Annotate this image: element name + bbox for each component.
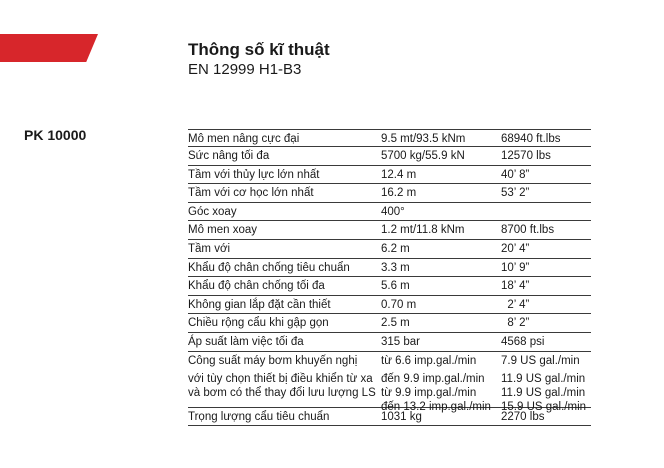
pump-metric-line: đến 9.9 imp.gal./min (381, 372, 485, 385)
spec-imperial: 53’ 2” (501, 187, 530, 200)
spec-metric: 6.2 m (381, 242, 410, 255)
table-row (188, 314, 591, 333)
spec-imperial: 40’ 8” (501, 168, 530, 181)
pump-metric-line: đến 13.2 imp.gal./min (381, 400, 491, 413)
spec-label: Mô men nâng cực đại (188, 133, 300, 145)
spec-label: Tầm với (188, 242, 231, 255)
pump-label-line: với tùy chọn thiết bị điều khiển từ xa (188, 372, 373, 385)
table-row (188, 166, 591, 185)
spec-imperial: 4568 psi (501, 335, 545, 348)
table-row-pump (188, 352, 591, 413)
pump-imperial (501, 354, 586, 414)
pump-metric-line: từ 6.6 imp.gal./min (381, 354, 477, 367)
pump-metric (381, 354, 491, 414)
spec-metric: 1031 kg (381, 410, 422, 423)
spec-label: Sức nâng tối đa (188, 150, 270, 162)
spec-imperial: 10’ 9” (501, 261, 530, 274)
table-row (188, 221, 591, 240)
table-row (188, 333, 591, 352)
spec-label: Tầm với thủy lực lớn nhất (188, 168, 320, 181)
pump-imperial-line: 15.9 US gal./min (501, 400, 587, 413)
standard-subtitle: EN 12999 H1-B3 (188, 61, 302, 78)
spec-label: Góc xoay (188, 205, 237, 218)
table-row (188, 184, 591, 203)
table-row (188, 147, 591, 166)
spec-metric: 400° (381, 205, 405, 218)
spec-label: Không gian lắp đặt cần thiết (188, 298, 331, 311)
spec-label: Khẩu độ chân chống tiêu chuẩn (188, 261, 350, 274)
spec-metric: 3.3 m (381, 261, 410, 274)
pump-imperial-line: 11.9 US gal./min (501, 372, 586, 385)
pump-imperial-line: 7.9 US gal./min (501, 354, 580, 367)
spec-imperial: 18’ 4” (501, 280, 530, 293)
spec-metric: 5700 kg/55.9 kN (381, 150, 465, 162)
page-title: Thông số kĩ thuật (188, 40, 330, 59)
spec-imperial: 20’ 4” (501, 242, 530, 255)
spec-label: Áp suất làm việc tối đa (188, 335, 304, 348)
spec-table (188, 129, 591, 426)
spec-metric: 315 bar (381, 335, 421, 348)
spec-metric: 12.4 m (381, 168, 417, 181)
table-row (188, 296, 591, 315)
table-row (188, 129, 591, 147)
pump-label-line: và bơm có thể thay đổi lưu lượng LS (188, 386, 376, 399)
spec-imperial: 12570 lbs (501, 150, 551, 162)
spec-label: Mô men xoay (188, 224, 258, 237)
model-name: PK 10000 (24, 127, 87, 143)
table-row (188, 408, 591, 427)
spec-metric: 16.2 m (381, 187, 417, 200)
pump-imperial-line: 11.9 US gal./min (501, 386, 586, 399)
spec-metric: 0.70 m (381, 298, 417, 311)
table-row (188, 240, 591, 259)
table-row (188, 203, 591, 222)
pump-label-line: Công suất máy bơm khuyến nghị (188, 354, 358, 367)
spec-metric: 2.5 m (381, 317, 410, 330)
table-row (188, 259, 591, 278)
spec-label: Khẩu độ chân chống tối đa (188, 280, 325, 293)
spec-metric: 5.6 m (381, 280, 410, 293)
spec-imperial: 2270 lbs (501, 410, 545, 423)
spec-imperial: 8’ 2” (501, 317, 530, 330)
spec-imperial: 2’ 4” (501, 298, 530, 311)
spec-metric: 1.2 mt/11.8 kNm (381, 224, 465, 237)
spec-metric: 9.5 mt/93.5 kNm (381, 133, 466, 145)
spec-label: Tầm với cơ học lớn nhất (188, 187, 314, 200)
spec-label: Trọng lượng cẩu tiêu chuẩn (188, 410, 330, 423)
spec-imperial: 68940 ft.lbs (501, 133, 561, 145)
pump-metric-line: từ 9.9 imp.gal./min (381, 386, 477, 399)
pump-label (188, 354, 376, 400)
table-row (188, 277, 591, 296)
spec-label: Chiều rộng cẩu khi gập gọn (188, 317, 329, 330)
spec-imperial: 8700 ft.lbs (501, 224, 555, 237)
brand-accent-bar (0, 34, 98, 62)
